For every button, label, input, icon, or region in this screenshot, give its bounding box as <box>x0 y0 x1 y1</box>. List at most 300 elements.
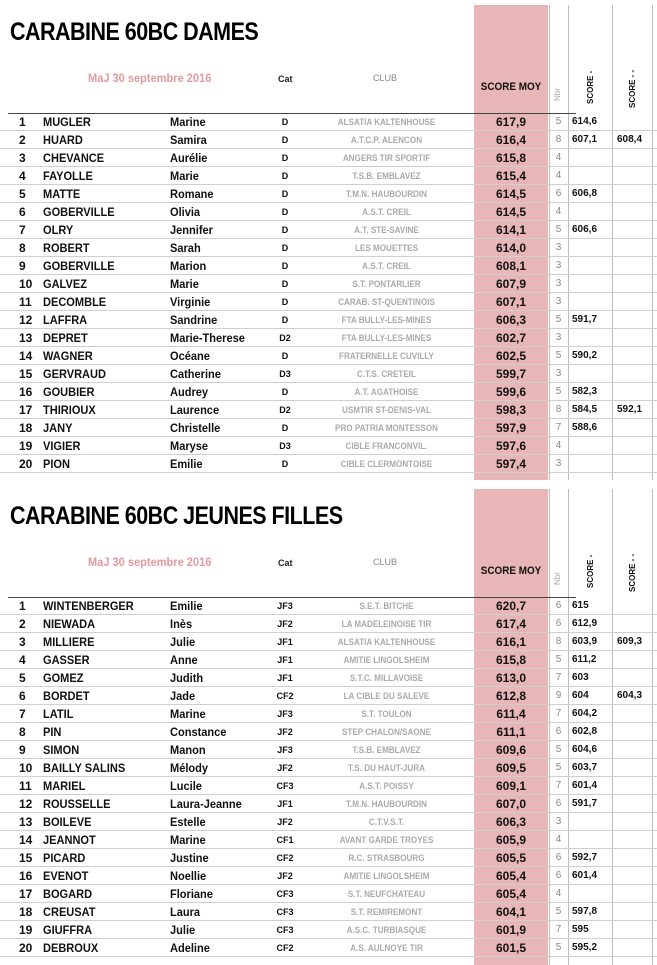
last-name-cell: GOMEZ <box>43 671 84 685</box>
score-moy-cell: 613,0 <box>495 671 527 685</box>
rank-cell: 2 <box>19 133 26 147</box>
first-name-cell: Noellie <box>170 869 207 883</box>
table-row <box>0 455 657 473</box>
nbr-cell: 9 <box>555 690 562 701</box>
nbr-cell: 6 <box>555 726 562 737</box>
first-name-cell: Laura <box>170 905 201 919</box>
first-name-cell: Audrey <box>170 385 209 399</box>
header-cat: Cat <box>278 74 293 84</box>
header-score-1: SCORE - <box>586 554 595 588</box>
nbr-cell: 5 <box>555 224 562 235</box>
nbr-cell: 6 <box>555 600 562 611</box>
table-row <box>0 885 657 903</box>
score-2-cell: 609,3 <box>617 636 643 647</box>
header-score-1: SCORE - <box>586 70 595 104</box>
club-cell: AVANT GARDE TROYES <box>339 835 434 845</box>
nbr-cell: 6 <box>555 188 562 199</box>
dames-ranking-section <box>0 0 657 480</box>
score-moy-cell: 617,4 <box>495 617 527 631</box>
first-name-cell: Jennifer <box>170 223 213 237</box>
rank-cell: 3 <box>19 635 26 649</box>
score-1-cell: 584,5 <box>572 404 598 415</box>
score-1-cell: 588,6 <box>572 422 598 433</box>
category-cell: D <box>281 423 289 433</box>
nbr-cell: 3 <box>555 260 562 271</box>
nbr-cell: 4 <box>555 206 562 217</box>
nbr-cell: 8 <box>555 404 562 415</box>
last-name-cell: CREUSAT <box>43 905 96 919</box>
rank-cell: 20 <box>19 941 33 955</box>
first-name-cell: Marie <box>170 169 199 183</box>
nbr-cell: 3 <box>555 296 562 307</box>
rank-cell: 4 <box>19 169 26 183</box>
table-row <box>0 615 657 633</box>
table-row <box>0 723 657 741</box>
last-name-cell: HUARD <box>43 133 83 147</box>
category-cell: CF2 <box>276 691 294 701</box>
last-name-cell: ROBERT <box>43 241 90 255</box>
rank-cell: 5 <box>19 671 26 685</box>
first-name-cell: Sarah <box>170 241 201 255</box>
score-moy-cell: 601,9 <box>495 923 527 937</box>
first-name-cell: Jade <box>170 689 196 703</box>
category-cell: D <box>281 189 289 199</box>
score-moy-cell: 607,9 <box>495 277 527 291</box>
category-cell: D <box>281 279 289 289</box>
last-name-cell: PICARD <box>43 851 86 865</box>
last-name-cell: LAFFRA <box>43 313 88 327</box>
jeunes-filles-ranking-section <box>0 484 657 965</box>
score-1-cell: 615 <box>572 600 589 611</box>
score-moy-cell: 614,1 <box>495 223 527 237</box>
ranking-table <box>0 597 657 957</box>
last-name-cell: ROUSSELLE <box>43 797 111 811</box>
first-name-cell: Julie <box>170 923 196 937</box>
table-row <box>0 347 657 365</box>
category-cell: D <box>281 225 289 235</box>
table-row <box>0 939 657 957</box>
club-cell: CIBLE CLERMONTOISE <box>340 459 433 469</box>
score-moy-cell: 607,1 <box>495 295 527 309</box>
category-cell: JF3 <box>277 709 293 719</box>
table-row <box>0 383 657 401</box>
nbr-cell: 5 <box>555 314 562 325</box>
last-name-cell: PION <box>43 457 70 471</box>
nbr-cell: 6 <box>555 798 562 809</box>
table-row <box>0 329 657 347</box>
score-1-cell: 606,6 <box>572 224 598 235</box>
nbr-cell: 8 <box>555 134 562 145</box>
nbr-cell: 7 <box>555 924 562 935</box>
first-name-cell: Marine <box>170 115 206 129</box>
score-moy-cell: 605,4 <box>495 869 527 883</box>
club-cell: ALSATIA KALTENHOUSE <box>337 117 436 127</box>
category-cell: D <box>281 153 289 163</box>
category-cell: D2 <box>279 405 291 415</box>
last-name-cell: OLRY <box>43 223 74 237</box>
last-name-cell: DEBROUX <box>43 941 99 955</box>
category-cell: CF2 <box>276 943 294 953</box>
club-cell: CIBLE FRANCONVIL. <box>345 441 428 451</box>
table-row <box>0 131 657 149</box>
club-cell: S.T.C. MILLAVOISE <box>349 673 424 683</box>
nbr-cell: 3 <box>555 332 562 343</box>
rank-cell: 18 <box>19 905 33 919</box>
club-cell: S.E.T. BITCHE <box>359 601 414 611</box>
nbr-cell: 3 <box>555 278 562 289</box>
score-1-cell: 592,7 <box>572 852 598 863</box>
score-1-cell: 595,2 <box>572 942 598 953</box>
category-cell: D <box>281 315 289 325</box>
category-cell: D3 <box>279 441 291 451</box>
first-name-cell: Floriane <box>170 887 213 901</box>
category-cell: D <box>281 243 289 253</box>
rank-cell: 4 <box>19 653 26 667</box>
last-name-cell: GOBERVILLE <box>43 259 115 273</box>
section-title: CARABINE 60BC DAMES <box>10 18 259 46</box>
nbr-cell: 7 <box>555 780 562 791</box>
score-1-cell: 597,8 <box>572 906 598 917</box>
first-name-cell: Judith <box>170 671 204 685</box>
section-title: CARABINE 60BC JEUNES FILLES <box>10 502 343 530</box>
table-row <box>0 795 657 813</box>
last-name-cell: GOUBIER <box>43 385 95 399</box>
category-cell: CF3 <box>276 889 294 899</box>
table-row <box>0 437 657 455</box>
category-cell: JF1 <box>277 673 293 683</box>
table-row <box>0 185 657 203</box>
first-name-cell: Christelle <box>170 421 221 435</box>
first-name-cell: Anne <box>170 653 198 667</box>
first-name-cell: Marie <box>170 277 199 291</box>
table-row <box>0 849 657 867</box>
rank-cell: 7 <box>19 223 26 237</box>
last-name-cell: PIN <box>43 725 62 739</box>
first-name-cell: Emilie <box>170 599 203 613</box>
score-moy-cell: 606,3 <box>495 313 527 327</box>
club-cell: LES MOUETTES <box>354 243 418 253</box>
category-cell: D2 <box>279 333 291 343</box>
score-1-cell: 604,6 <box>572 744 598 755</box>
nbr-cell: 3 <box>555 458 562 469</box>
last-name-cell: MILLIERE <box>43 635 95 649</box>
last-name-cell: VIGIER <box>43 439 81 453</box>
last-name-cell: JEANNOT <box>43 833 96 847</box>
club-cell: FTA BULLY-LES-MINES <box>341 333 432 343</box>
score-2-cell: 604,3 <box>617 690 643 701</box>
score-moy-cell: 602,5 <box>495 349 527 363</box>
score-moy-cell: 615,8 <box>495 151 527 165</box>
table-row <box>0 867 657 885</box>
score-moy-cell: 604,1 <box>495 905 527 919</box>
club-cell: S.T. PONTARLIER <box>352 279 421 289</box>
rank-cell: 1 <box>19 599 26 613</box>
header-score-moy: SCORE MOY <box>480 81 542 93</box>
score-moy-cell: 609,1 <box>495 779 527 793</box>
club-cell: S.T. REMIREMONT <box>350 907 423 917</box>
rank-cell: 11 <box>19 295 32 309</box>
score-1-cell: 591,7 <box>572 798 598 809</box>
header-club: CLUB <box>373 73 398 83</box>
table-row <box>0 401 657 419</box>
category-cell: JF3 <box>277 745 293 755</box>
score-moy-cell: 620,7 <box>495 599 527 613</box>
rank-cell: 5 <box>19 187 26 201</box>
table-row <box>0 221 657 239</box>
club-cell: T.S.B. EMBLAVEZ <box>352 171 421 181</box>
rank-cell: 10 <box>19 761 33 775</box>
club-cell: FTA BULLY-LES-MINES <box>341 315 432 325</box>
category-cell: D <box>281 351 289 361</box>
table-row <box>0 777 657 795</box>
last-name-cell: DECOMBLE <box>43 295 107 309</box>
score-moy-cell: 605,4 <box>495 887 527 901</box>
table-row <box>0 759 657 777</box>
table-row <box>0 669 657 687</box>
club-cell: R.C. STRASBOURG <box>348 853 425 863</box>
last-name-cell: MUGLER <box>43 115 91 129</box>
rank-cell: 16 <box>19 869 33 883</box>
first-name-cell: Estelle <box>170 815 206 829</box>
table-row <box>0 311 657 329</box>
nbr-cell: 3 <box>555 368 562 379</box>
nbr-cell: 7 <box>555 672 562 683</box>
club-cell: ALSATIA KALTENHOUSE <box>337 637 436 647</box>
ranking-table <box>0 113 657 473</box>
rank-cell: 10 <box>19 277 33 291</box>
category-cell: D <box>281 387 289 397</box>
last-name-cell: CHEVANCE <box>43 151 105 165</box>
last-name-cell: SIMON <box>43 743 80 757</box>
first-name-cell: Adeline <box>170 941 210 955</box>
last-name-cell: GERVRAUD <box>43 367 106 381</box>
score-moy-cell: 599,6 <box>495 385 527 399</box>
table-row <box>0 239 657 257</box>
score-1-cell: 603,9 <box>572 636 598 647</box>
rank-cell: 6 <box>19 689 26 703</box>
last-name-cell: NIEWADA <box>43 617 96 631</box>
first-name-cell: Marine <box>170 707 206 721</box>
nbr-cell: 5 <box>555 906 562 917</box>
table-row <box>0 597 657 615</box>
score-moy-cell: 607,0 <box>495 797 527 811</box>
nbr-cell: 4 <box>555 888 562 899</box>
category-cell: CF3 <box>276 907 294 917</box>
table-row <box>0 651 657 669</box>
club-cell: T.S.B. EMBLAVEZ <box>352 745 421 755</box>
header-nbr: Nbr <box>553 88 562 101</box>
last-name-cell: MARIEL <box>43 779 86 793</box>
score-moy-cell: 614,0 <box>495 241 527 255</box>
table-row <box>0 113 657 131</box>
score-moy-cell: 609,5 <box>495 761 527 775</box>
score-1-cell: 603,7 <box>572 762 598 773</box>
club-cell: A.T. AGATHOISE <box>354 387 419 397</box>
category-cell: JF2 <box>277 619 293 629</box>
score-moy-cell: 616,1 <box>495 635 527 649</box>
category-cell: D <box>281 297 289 307</box>
score-1-cell: 612,9 <box>572 618 598 629</box>
rank-cell: 17 <box>19 403 33 417</box>
score-moy-cell: 616,4 <box>495 133 527 147</box>
first-name-cell: Océane <box>170 349 210 363</box>
score-1-cell: 601,4 <box>572 780 598 791</box>
score-moy-cell: 614,5 <box>495 187 527 201</box>
nbr-cell: 7 <box>555 708 562 719</box>
score-moy-cell: 602,7 <box>495 331 527 345</box>
club-cell: A.T. STE-SAVINE <box>354 225 419 235</box>
last-name-cell: WAGNER <box>43 349 93 363</box>
header-club: CLUB <box>373 557 398 567</box>
club-cell: A.S.T. POISSY <box>359 781 414 791</box>
rank-cell: 12 <box>19 313 33 327</box>
first-name-cell: Laurence <box>170 403 220 417</box>
category-cell: D <box>281 459 289 469</box>
rank-cell: 7 <box>19 707 26 721</box>
club-cell: ANGERS TIR SPORTIF <box>342 153 431 163</box>
club-cell: T.S. DU HAUT-JURA <box>348 763 425 773</box>
last-name-cell: EVENOT <box>43 869 89 883</box>
table-row <box>0 203 657 221</box>
category-cell: JF3 <box>277 601 293 611</box>
score-moy-cell: 599,7 <box>495 367 527 381</box>
nbr-cell: 5 <box>555 386 562 397</box>
rank-cell: 19 <box>19 923 33 937</box>
nbr-cell: 6 <box>555 618 562 629</box>
club-cell: LA CIBLE DU SALEVE <box>343 691 430 701</box>
club-cell: LA MADELEINOISE TIR <box>341 619 432 629</box>
rank-cell: 9 <box>19 743 26 757</box>
score-1-cell: 604 <box>572 690 589 701</box>
category-cell: JF2 <box>277 727 293 737</box>
category-cell: CF2 <box>276 853 294 863</box>
category-cell: JF1 <box>277 799 293 809</box>
score-moy-cell: 608,1 <box>495 259 527 273</box>
last-name-cell: BOGARD <box>43 887 93 901</box>
club-cell: A.S.C. TURBIASQUE <box>346 925 427 935</box>
score-2-cell: 592,1 <box>617 404 643 415</box>
club-cell: AMITIE LINGOLSHEIM <box>343 871 430 881</box>
nbr-cell: 6 <box>555 852 562 863</box>
first-name-cell: Marion <box>170 259 207 273</box>
nbr-cell: 8 <box>555 636 562 647</box>
rank-cell: 8 <box>19 241 26 255</box>
club-cell: T.M.N. HAUBOURDIN <box>346 799 427 809</box>
first-name-cell: Marie-Therese <box>170 331 245 345</box>
category-cell: CF3 <box>276 925 294 935</box>
nbr-cell: 4 <box>555 834 562 845</box>
category-cell: D <box>281 171 289 181</box>
club-cell: USMTIR ST-DENIS-VAL <box>342 405 431 415</box>
table-row <box>0 167 657 185</box>
nbr-cell: 5 <box>555 942 562 953</box>
score-1-cell: 582,3 <box>572 386 598 397</box>
header-cat: Cat <box>278 558 293 568</box>
score-moy-cell: 605,9 <box>495 833 527 847</box>
header-score-2: SCORE - - <box>628 69 637 108</box>
rank-cell: 1 <box>19 115 26 129</box>
last-name-cell: BOILEVE <box>43 815 92 829</box>
rank-cell: 8 <box>19 725 26 739</box>
first-name-cell: Virginie <box>170 295 211 309</box>
score-moy-cell: 597,4 <box>495 457 527 471</box>
first-name-cell: Justine <box>170 851 209 865</box>
club-cell: CARAB. ST-QUENTINOIS <box>338 297 435 307</box>
rank-cell: 20 <box>19 457 33 471</box>
club-cell: C.T.V.S.T. <box>368 817 405 827</box>
rank-cell: 9 <box>19 259 26 273</box>
rank-cell: 15 <box>19 851 33 865</box>
club-cell: S.T. NEUFCHATEAU <box>347 889 426 899</box>
table-row <box>0 365 657 383</box>
header-score-moy: SCORE MOY <box>480 565 542 577</box>
last-name-cell: GIUFFRA <box>43 923 93 937</box>
rank-cell: 18 <box>19 421 33 435</box>
score-moy-cell: 597,6 <box>495 439 527 453</box>
first-name-cell: Lucile <box>170 779 202 793</box>
last-name-cell: DEPRET <box>43 331 88 345</box>
score-1-cell: 590,2 <box>572 350 598 361</box>
category-cell: D <box>281 261 289 271</box>
rank-cell: 14 <box>19 833 33 847</box>
header-nbr: Nbr <box>553 572 562 585</box>
category-cell: JF2 <box>277 763 293 773</box>
club-cell: C.T.S. CRETEIL <box>357 369 416 379</box>
score-1-cell: 604,2 <box>572 708 598 719</box>
first-name-cell: Samira <box>170 133 207 147</box>
nbr-cell: 3 <box>555 816 562 827</box>
category-cell: JF1 <box>277 637 293 647</box>
club-cell: S.T. TOULON <box>361 709 412 719</box>
category-cell: D <box>281 117 289 127</box>
first-name-cell: Manon <box>170 743 206 757</box>
club-cell: PRO PATRIA MONTESSON <box>335 423 438 433</box>
last-name-cell: JANY <box>43 421 73 435</box>
table-row <box>0 813 657 831</box>
score-moy-cell: 611,4 <box>496 707 526 721</box>
club-cell: A.S.T. CREIL <box>362 207 411 217</box>
category-cell: JF1 <box>277 655 293 665</box>
last-name-cell: BAILLY SALINS <box>43 761 126 775</box>
rank-cell: 2 <box>19 617 26 631</box>
first-name-cell: Sandrine <box>170 313 218 327</box>
score-moy-cell: 617,9 <box>495 115 527 129</box>
rank-cell: 13 <box>19 331 33 345</box>
score-1-cell: 606,8 <box>572 188 598 199</box>
score-2-cell: 608,4 <box>617 134 643 145</box>
rank-cell: 3 <box>19 151 26 165</box>
last-name-cell: THIRIOUX <box>43 403 96 417</box>
score-moy-cell: 606,3 <box>495 815 527 829</box>
table-row <box>0 687 657 705</box>
rank-cell: 14 <box>19 349 33 363</box>
nbr-cell: 5 <box>555 654 562 665</box>
nbr-cell: 5 <box>555 744 562 755</box>
first-name-cell: Maryse <box>170 439 209 453</box>
rank-cell: 16 <box>19 385 33 399</box>
first-name-cell: Mélody <box>170 761 209 775</box>
first-name-cell: Marine <box>170 833 206 847</box>
table-row <box>0 903 657 921</box>
club-cell: A.S.T. CREIL <box>362 261 411 271</box>
update-date: MaJ 30 septembre 2016 <box>88 71 212 85</box>
score-moy-cell: 609,6 <box>495 743 527 757</box>
club-cell: STEP CHALON/SAONE <box>342 727 431 737</box>
nbr-cell: 4 <box>555 170 562 181</box>
score-moy-cell: 611,1 <box>496 725 526 739</box>
first-name-cell: Emilie <box>170 457 203 471</box>
first-name-cell: Catherine <box>170 367 221 381</box>
